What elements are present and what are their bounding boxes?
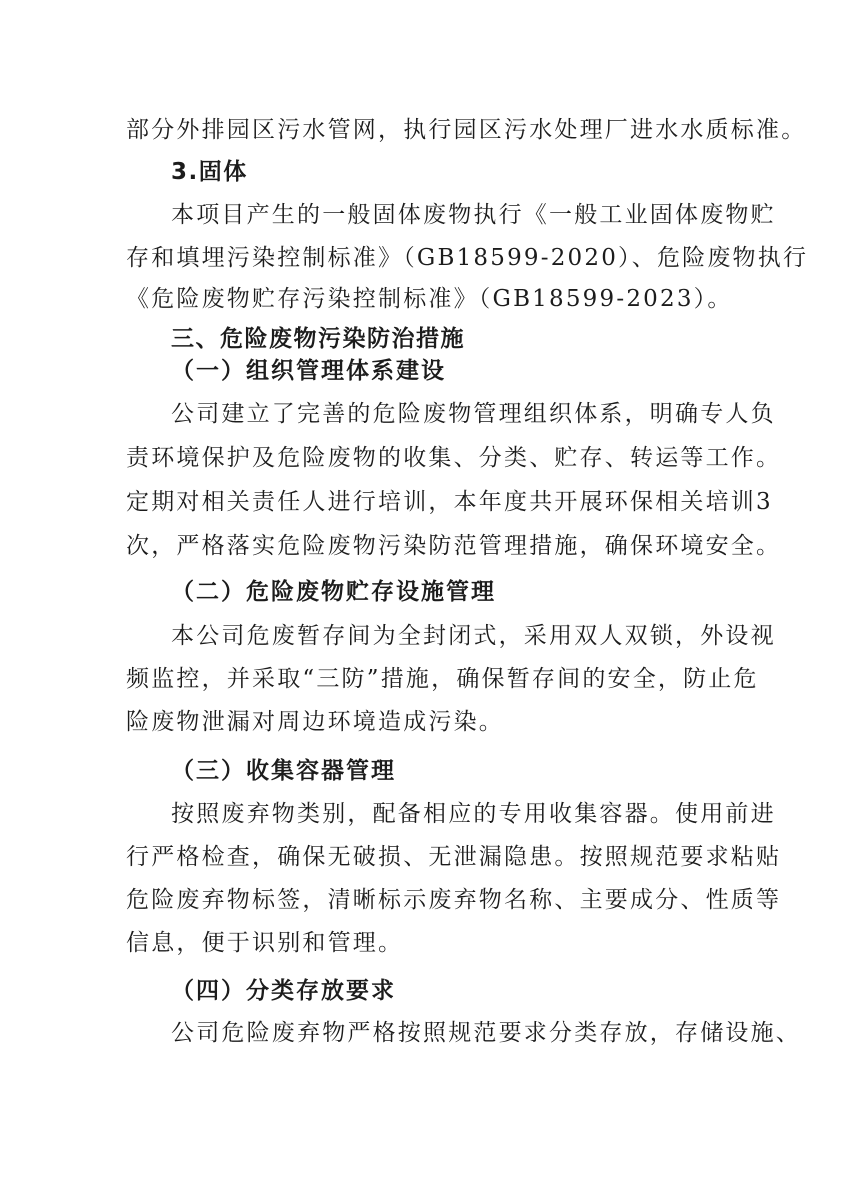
body-text-line: 信息，便于识别和管理。: [126, 930, 404, 956]
section-heading-solid: 3.固体: [171, 159, 248, 185]
body-text-line: 公司危险废弃物严格按照规范要求分类存放，存储设施、: [171, 1020, 801, 1046]
body-text-line: 险废物泄漏对周边环境造成污染。: [126, 709, 504, 735]
body-text-line: 本公司危废暂存间为全封闭式，采用双人双锁，外设视: [171, 623, 776, 649]
section-heading-measures: 三、危险废物污染防治措施: [171, 326, 465, 352]
body-text-line: 频监控，并采取“三防”措施，确保暂存间的安全，防止危: [126, 666, 759, 692]
body-text-line: 次，严格落实危险废物污染防范管理措施，确保环境安全。: [126, 533, 782, 559]
body-text-line: 危险废弃物标签，清晰标示废弃物名称、主要成分、性质等: [126, 887, 782, 913]
body-text-line: 存和填埋污染控制标准》（GB18599-2020）、危险废物执行: [126, 245, 809, 271]
body-text-line: 责环境保护及危险废物的收集、分类、贮存、转运等工作。: [126, 445, 782, 471]
body-text-line: 按照废弃物类别，配备相应的专用收集容器。使用前进: [171, 801, 776, 827]
subsection-heading-4: （四）分类存放要求: [171, 977, 396, 1004]
subsection-heading-3: （三）收集容器管理: [171, 757, 396, 784]
subsection-heading-2: （二）危险废物贮存设施管理: [171, 578, 496, 605]
body-text-line: 公司建立了完善的危险废物管理组织体系，明确专人负: [171, 401, 776, 427]
subsection-heading-1: （一）组织管理体系建设: [171, 357, 446, 384]
body-text-line: 《危险废物贮存污染控制标准》（GB18599-2023）。: [126, 286, 733, 312]
body-text-line: 行严格检查，确保无破损、无泄漏隐患。按照规范要求粘贴: [126, 844, 782, 870]
body-text-line: 本项目产生的一般固体废物执行《一般工业固体废物贮: [171, 202, 776, 228]
body-text-line: 定期对相关责任人进行培训，本年度共开展环保相关培训3: [126, 489, 773, 515]
body-text-line: 部分外排园区污水管网，执行园区污水处理厂进水水质标准。: [126, 117, 807, 143]
